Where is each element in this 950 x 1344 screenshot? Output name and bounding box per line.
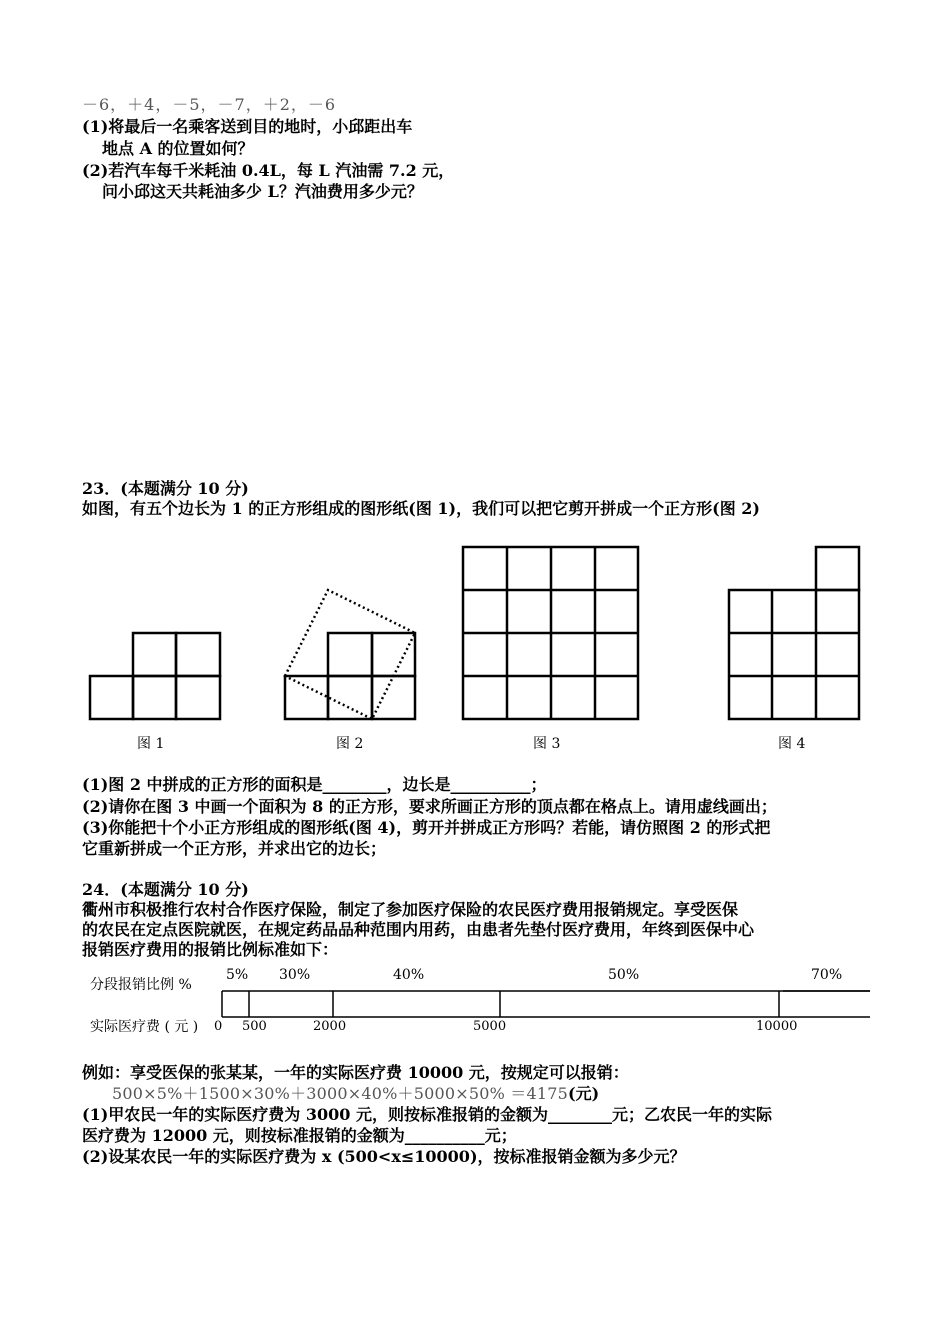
pct-40: 40% — [393, 967, 425, 983]
q22-part2-line1: (2)若汽车每千米耗油 0.4L，每 L 汽油需 7.2 元， — [82, 161, 455, 180]
q22-part2-line2: 问小邱这天共耗油多少 L？汽油费用多少元？ — [102, 182, 423, 201]
amt-0: 0 — [214, 1019, 223, 1034]
q24-part2: (2)设某农民一年的实际医疗费为 x (500<x≤10000)，按标准报销金额为多少元？ — [82, 1147, 686, 1166]
pct-50: 50% — [608, 967, 640, 983]
q23-part3-line2: 它重新拼成一个正方形，并求出它的边长； — [82, 839, 387, 858]
caption-fig1: 图 1 — [137, 736, 165, 752]
formula-unit: (元) — [568, 1084, 600, 1103]
q24-intro-line2: 的农民在定点医院就医，在规定药品品种范围内用药，由患者先垫付医疗费用，年终到医保中心 — [82, 920, 755, 939]
q22-part1-line2: 地点 A 的位置如何？ — [102, 139, 254, 158]
pct-5: 5% — [226, 967, 249, 983]
caption-fig4: 图 4 — [778, 736, 806, 752]
ratio-row-label: 分段报销比例 % — [90, 977, 192, 993]
q23-intro: 如图，有五个边长为 1 的正方形组成的图形纸(图 1)，我们可以把它剪开拼成一个正方形(图 2) — [82, 499, 760, 518]
sequence-text: －6，＋4，－5，－7，＋2，－6 — [82, 95, 337, 114]
amt-500: 500 — [242, 1019, 267, 1034]
q24-part1-line2: 医疗费为 12000 元，则按标准报销的金额为__________元； — [82, 1126, 517, 1145]
q23-heading: 23．(本题满分 10 分) — [82, 479, 249, 498]
q24-part1-line1: (1)甲农民一年的实际医疗费为 3000 元，则按标准报销的金额为________元；乙农民一年的实际 — [82, 1105, 772, 1124]
q24-intro-line1: 衢州市积极推行农村合作医疗保险，制定了参加医疗保险的农民医疗费用报销规定。享受医保 — [82, 900, 739, 919]
caption-fig2: 图 2 — [336, 736, 364, 752]
amt-10000: 10000 — [756, 1019, 798, 1034]
q24-example: 例如：享受医保的张某某，一年的实际医疗费 10000 元，按规定可以报销： — [82, 1063, 629, 1082]
caption-fig3: 图 3 — [533, 736, 561, 752]
amt-5000: 5000 — [473, 1019, 507, 1034]
example-formula: 500×5%＋1500×30%＋3000×40%＋5000×50% ＝4175 — [112, 1084, 568, 1103]
q23-part3-line1: (3)你能把十个小正方形组成的图形纸(图 4)，剪开并拼成正方形吗？若能，请仿照图 2 的形式把 — [82, 818, 771, 837]
pct-70: 70% — [811, 967, 843, 983]
q24-heading: 24．(本题满分 10 分) — [82, 880, 249, 899]
amt-2000: 2000 — [313, 1019, 347, 1034]
cost-row-label: 实际医疗费 ( 元 ) — [90, 1019, 199, 1035]
q24-intro-line3: 报销医疗费用的报销比例标准如下： — [82, 940, 339, 959]
q23-part2: (2)请你在图 3 中画一个面积为 8 的正方形，要求所画正方形的顶点都在格点上。请用虚线画出； — [82, 797, 777, 816]
q23-part1: (1)图 2 中拼成的正方形的面积是________，边长是__________； — [82, 775, 547, 794]
q22-part1-line1: (1)将最后一名乘客送到目的地时，小邱距出车 — [82, 117, 413, 136]
pct-30: 30% — [279, 967, 311, 983]
